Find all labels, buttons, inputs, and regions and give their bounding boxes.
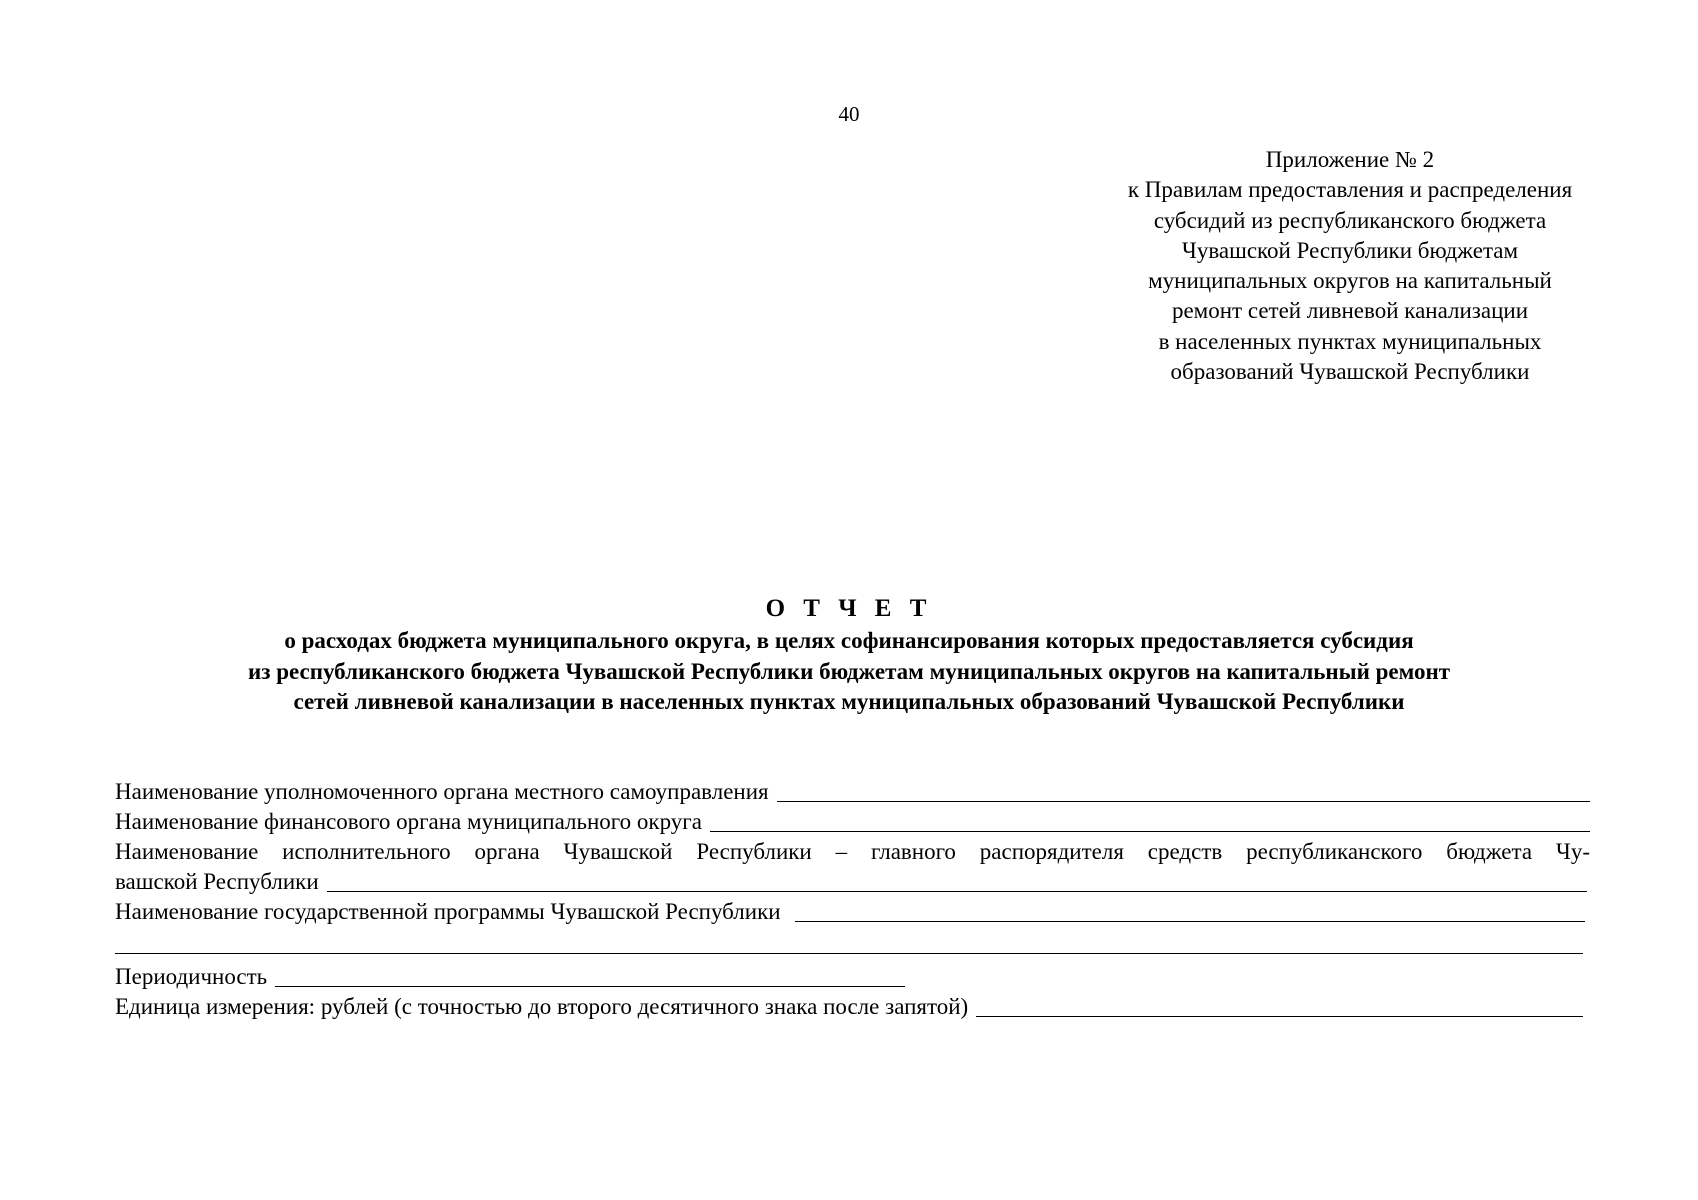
- appendix-line: субсидий из республиканского бюджета: [1153, 207, 1547, 233]
- periodicity-field[interactable]: [275, 986, 905, 987]
- state-program-field-continuation[interactable]: [115, 953, 1583, 954]
- unit-label: Единица измерения: рублей (с точностью до второго десятичного знака после запятой): [115, 994, 969, 1019]
- appendix-line: Чувашской Республики бюджетам: [1181, 237, 1519, 263]
- periodicity-row: [115, 962, 905, 992]
- appendix-line: Приложение № 2: [1265, 147, 1435, 172]
- state-program-field[interactable]: [795, 921, 1585, 922]
- appendix-line: муниципальных округов на капитальный: [1148, 268, 1552, 294]
- appendix-note: [1040, 145, 1660, 387]
- local-authority-field[interactable]: [777, 801, 1590, 802]
- periodicity-label: Периодичность: [115, 964, 268, 989]
- state-program-row: [115, 897, 1585, 927]
- local-authority-row: [115, 777, 1590, 807]
- appendix-line: в населенных пунктах муниципальных: [1158, 328, 1542, 354]
- unit-row: [115, 992, 1583, 1022]
- appendix-line: к Правилам предоставления и распределения: [1127, 177, 1573, 203]
- financial-body-label: Наименование финансового органа муниципального округа: [115, 809, 702, 834]
- report-subtitle-line: о расходах бюджета муниципального округа, в целях софинансирования которых предоставляется субсидия: [284, 628, 1414, 653]
- report-subtitle: [0, 626, 1698, 718]
- page-number: 40: [838, 102, 860, 126]
- executive-body-label: Наименование исполнительного органа Чувашской Республики – главного распорядителя средств республиканского бюджета Чу-: [115, 839, 1590, 864]
- state-program-label: Наименование государственной программы Чувашской Республики: [115, 899, 781, 924]
- executive-body-row: [115, 867, 1587, 897]
- appendix-line: образований Чувашской Республики: [1170, 359, 1530, 385]
- financial-body-row: [115, 807, 1590, 837]
- executive-body-field[interactable]: [327, 891, 1587, 892]
- report-subtitle-line: сетей ливневой канализации в населенных пунктах муниципальных образований Чувашской Республики: [293, 689, 1405, 714]
- financial-body-field[interactable]: [710, 831, 1590, 832]
- unit-field[interactable]: [976, 1016, 1583, 1017]
- executive-body-label-cont: вашской Республики: [115, 869, 319, 894]
- report-title: О Т Ч Е Т: [765, 595, 933, 622]
- report-subtitle-line: из республиканского бюджета Чувашской Республики бюджетам муниципальных округов на капитальный ремонт: [247, 658, 1451, 684]
- local-authority-label: Наименование уполномоченного органа местного самоуправления: [115, 779, 769, 804]
- appendix-line: ремонт сетей ливневой канализации: [1171, 298, 1529, 324]
